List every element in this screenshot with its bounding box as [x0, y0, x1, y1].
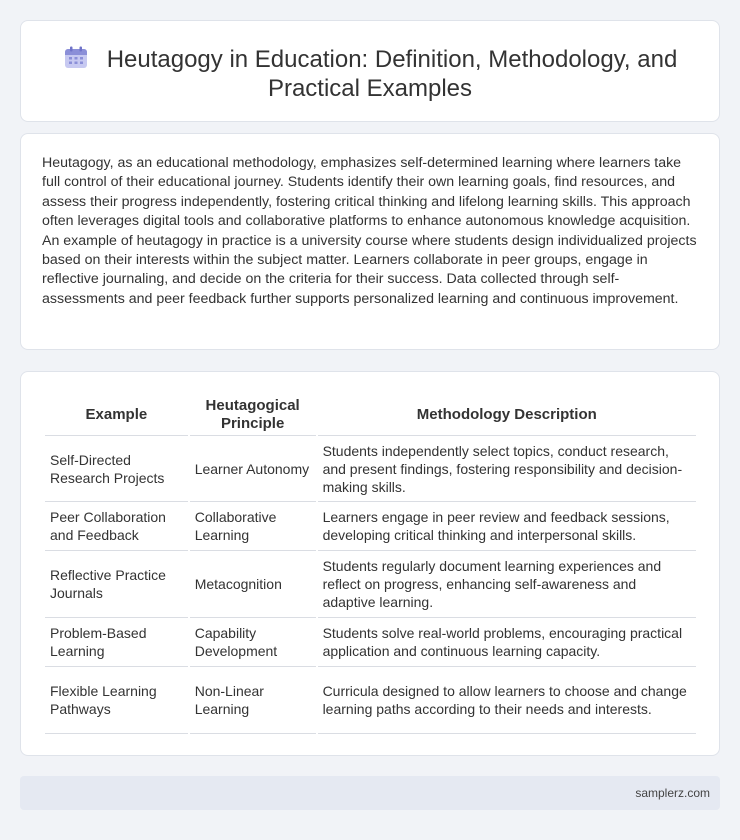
table-header-row	[45, 394, 696, 436]
cell-example: Peer Collaboration and Feedback	[45, 502, 188, 551]
header-description: Methodology Description	[318, 394, 696, 436]
table-row	[45, 667, 696, 734]
cell-principle: Non-Linear Learning	[190, 667, 316, 734]
cell-example: Reflective Practice Journals	[45, 551, 188, 618]
intro-paragraph: Heutagogy, as an educational methodology, emphasizes self-determined learning where learners take full control of their educational journey. Students identify their own learning goals, find resources, and assess their progress independently, fostering critical thinking and lifelong learning skills. This approach often leverages digital tools and collaborative platforms to enhance autonomous knowledge acquisition. An example of heutagogy in practice is a university course where students design individualized projects based on their interests within the subject matter. Learners collaborate in peer groups, engage in reflective journaling, and decide on the criteria for their success. Data collected through self-assessments and peer feedback further supports personalized learning and continuous improvement.	[42, 155, 697, 307]
cell-description: Students solve real-world problems, encouraging practical application and continuous learning capacity.	[318, 618, 696, 667]
table-row	[45, 502, 696, 551]
cell-description: Students regularly document learning experiences and reflect on progress, enhancing self-awareness and adaptive learning.	[318, 551, 696, 618]
table-row	[45, 436, 696, 502]
table-card	[20, 371, 720, 756]
page-title-wrap	[61, 45, 679, 103]
table-row	[45, 551, 696, 618]
header-principle: Heutagogical Principle	[190, 394, 316, 436]
cell-principle: Metacognition	[190, 551, 316, 618]
calendar-icon	[63, 46, 89, 70]
intro-card	[20, 133, 720, 350]
footer-site-link[interactable]: samplerz.com	[635, 786, 710, 800]
cell-description: Students independently select topics, conduct research, and present findings, fostering responsibility and decision-making skills.	[318, 436, 696, 502]
cell-principle: Learner Autonomy	[190, 436, 316, 502]
page-title: Heutagogy in Education: Definition, Methodology, and Practical Examples	[106, 46, 678, 102]
header-example: Example	[45, 394, 188, 436]
table-row	[45, 618, 696, 667]
cell-description: Curricula designed to allow learners to choose and change learning paths according to their needs and interests.	[318, 667, 696, 734]
cell-principle: Collaborative Learning	[190, 502, 316, 551]
title-card	[20, 20, 720, 122]
cell-example: Self-Directed Research Projects	[45, 436, 188, 502]
footer-bar	[20, 776, 720, 810]
cell-example: Problem-Based Learning	[45, 618, 188, 667]
cell-example: Flexible Learning Pathways	[45, 667, 188, 734]
cell-description: Learners engage in peer review and feedback sessions, developing critical thinking and interpersonal skills.	[318, 502, 696, 551]
cell-principle: Capability Development	[190, 618, 316, 667]
examples-table	[43, 394, 698, 734]
